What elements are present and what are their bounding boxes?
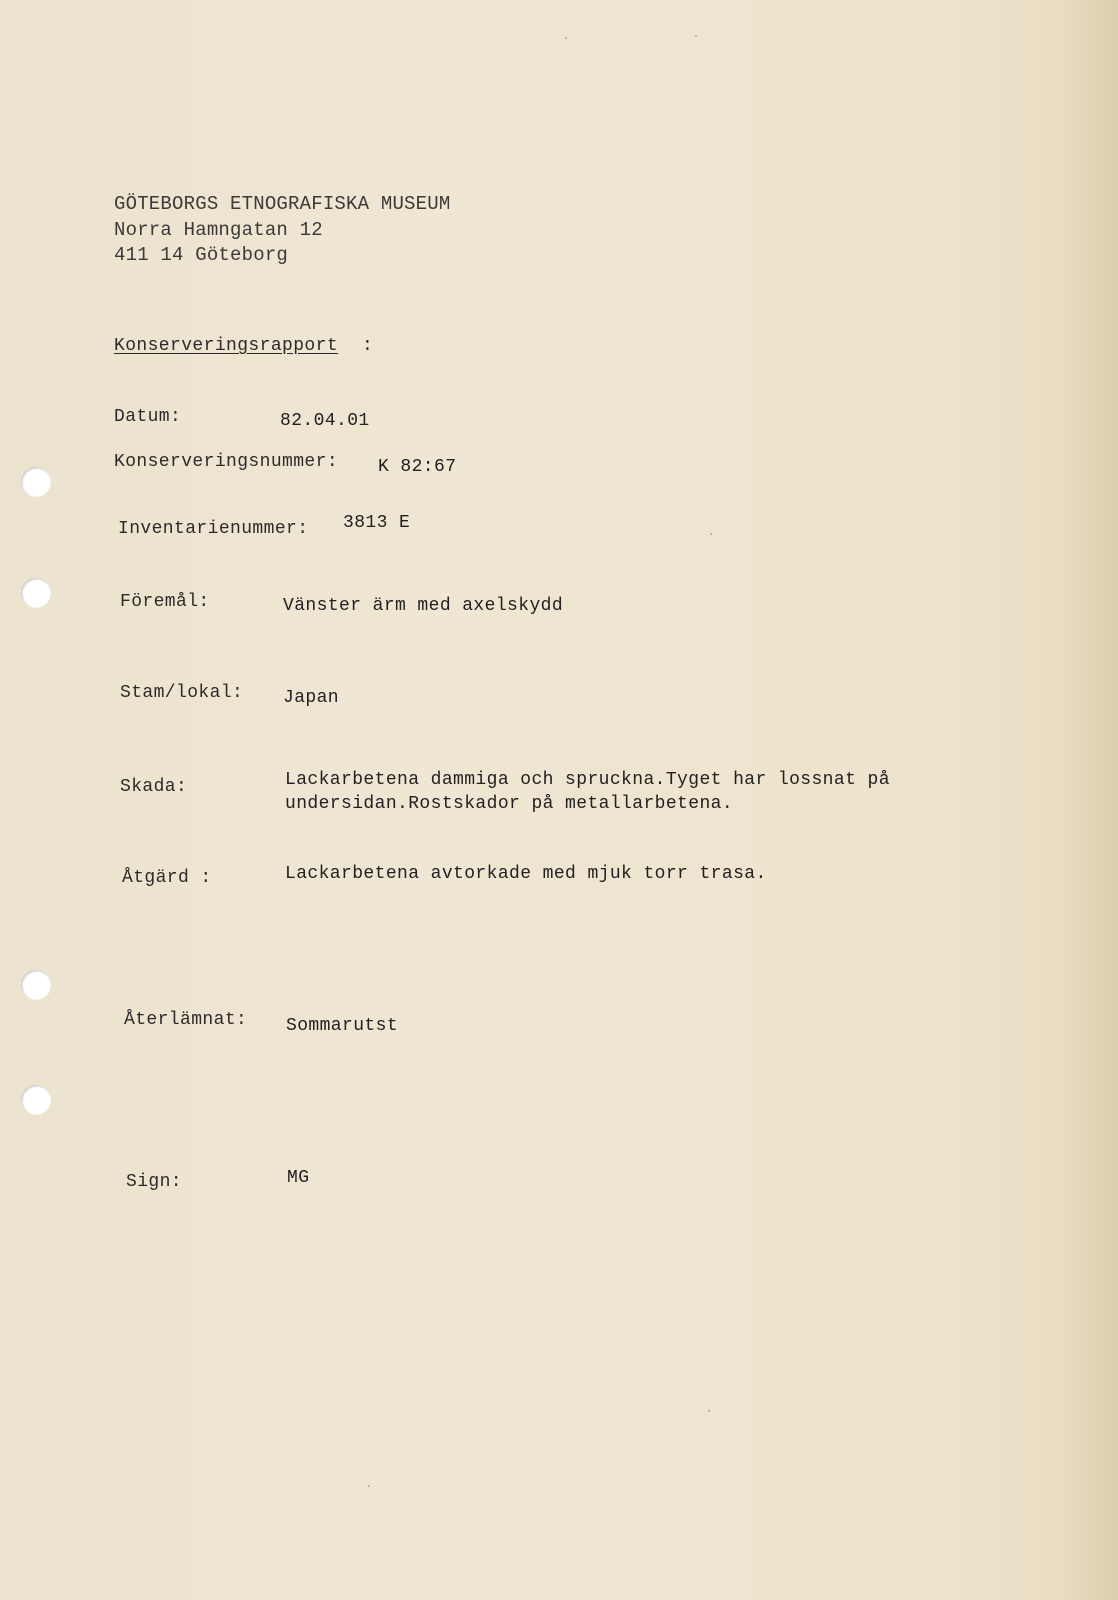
city-address: 411 14 Göteborg xyxy=(114,244,289,266)
atgard-label: Åtgärd : xyxy=(122,868,212,888)
report-title: Konserveringsrapport xyxy=(114,336,339,356)
paper-speck xyxy=(565,37,567,39)
foremal-value: Vänster ärm med axelskydd xyxy=(283,596,564,616)
skada-label: Skada: xyxy=(120,777,188,797)
punch-hole-4 xyxy=(21,1085,51,1115)
datum-label: Datum: xyxy=(114,407,182,427)
atgard-value: Lackarbetena avtorkade med mjuk torr trasa. xyxy=(285,864,767,884)
report-title-colon: : xyxy=(362,336,373,356)
institution-name: GÖTEBORGS ETNOGRAFISKA MUSEUM xyxy=(114,193,451,215)
foremal-label: Föremål: xyxy=(120,592,210,612)
punch-hole-3 xyxy=(21,970,51,1000)
paper-speck xyxy=(710,533,712,535)
paper-speck xyxy=(708,1410,710,1412)
paper-speck xyxy=(695,35,697,37)
sign-label: Sign: xyxy=(126,1172,183,1192)
stam-lokal-label: Stam/lokal: xyxy=(120,683,244,703)
inventarienummer-value: 3813 E xyxy=(343,513,411,533)
paper-speck xyxy=(368,1485,370,1487)
skada-text-line-2: undersidan.Rostskador på metallarbetena. xyxy=(285,794,734,814)
page-edge-shading xyxy=(1058,0,1118,1600)
aterlamnat-label: Återlämnat: xyxy=(124,1010,248,1030)
konserveringsnummer-label: Konserveringsnummer: xyxy=(114,452,339,472)
punch-hole-2 xyxy=(21,578,51,608)
street-address: Norra Hamngatan 12 xyxy=(114,219,323,241)
datum-value: 82.04.01 xyxy=(280,411,370,431)
skada-text-line-1: Lackarbetena dammiga och spruckna.Tyget har lossnat på xyxy=(285,770,890,790)
konserveringsnummer-value: K 82:67 xyxy=(378,457,457,477)
inventarienummer-label: Inventarienummer: xyxy=(118,519,309,539)
punch-hole-1 xyxy=(21,467,51,497)
aterlamnat-value: Sommarutst xyxy=(286,1016,399,1036)
stam-lokal-value: Japan xyxy=(283,688,340,708)
sign-value: MG xyxy=(287,1168,310,1188)
